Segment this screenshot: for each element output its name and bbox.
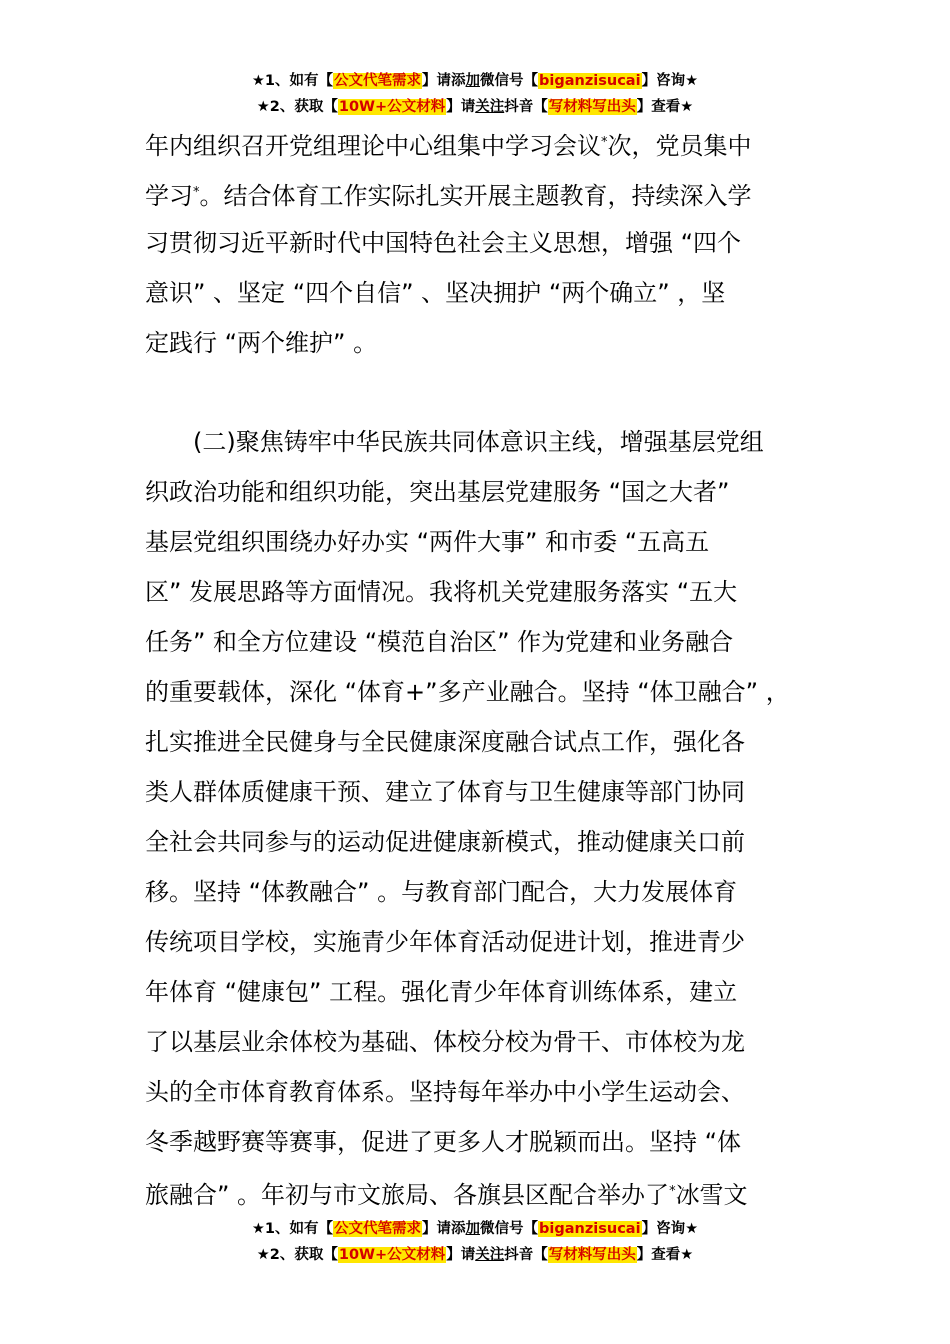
highlight-materials: 10W+公文材料 [338, 99, 446, 115]
paragraph-2-line: 全社会共同参与的运动促进健康新模式，推动健康关口前 [145, 828, 745, 856]
highlight-materials: 10W+公文材料 [338, 1247, 446, 1263]
paragraph-1-line-2: 学习*。结合体育工作实际扎实开展主题教育，持续深入学 [145, 182, 752, 210]
highlight-wechat-id: biganzisucai [539, 1221, 641, 1237]
paragraph-2-line: 的重要载体，深化 “体育+”多产业融合。坚持 “体卫融合” ， [145, 678, 790, 706]
paragraph-2-line: 任务” 和全方位建设 “模范自治区” 作为党建和业务融合 [145, 628, 734, 656]
paragraph-2-line: (二)聚焦铸牢中华民族共同体意识主线，增强基层党组 [193, 428, 764, 456]
paragraph-2-line: 扎实推进全民健身与全民健康深度融合试点工作，强化各 [145, 728, 745, 756]
paragraph-2-line: 基层党组织围绕办好办实 “两件大事” 和市委 “五高五 [145, 528, 710, 556]
paragraph-2-line: 移。坚持 “体教融合” 。与教育部门配合，大力发展体育 [145, 878, 738, 906]
redaction-asterisk: * [601, 135, 608, 150]
document-body [145, 118, 810, 1217]
footer-banner [0, 1216, 950, 1268]
paragraph-spacer [145, 368, 810, 417]
highlight-douyin-account: 写材料写出头 [548, 1247, 636, 1263]
highlight-writing-service: 公文代笔需求 [334, 73, 422, 89]
paragraph-1-line-5: 定践行 “两个维护” 。 [145, 329, 378, 357]
highlight-writing-service: 公文代笔需求 [334, 1221, 422, 1237]
paragraph-2-line: 年体育 “健康包” 工程。强化青少年体育训练体系，建立 [145, 978, 738, 1006]
paragraph-2-last-line: 旅融合” 。年初与市文旅局、各旗县区配合举办了*冰雪文 [145, 1181, 748, 1209]
paragraph-2-line: 传统项目学校，实施青少年体育活动促进计划，推进青少 [145, 928, 745, 956]
banner-line-2: ★2、获取【10W+公文材料】请关注抖音【写材料写出头】查看★ [256, 99, 694, 115]
paragraph-1-line-1: 年内组织召开党组理论中心组集中学习会议*次，党员集中 [145, 132, 752, 160]
paragraph-1-line-4: 意识” 、坚定 “四个自信” 、坚决拥护 “两个确立” ，坚 [145, 279, 726, 307]
redaction-asterisk: * [193, 185, 200, 200]
paragraph-2-line: 冬季越野赛等赛事，促进了更多人才脱颖而出。坚持 “体 [145, 1128, 742, 1156]
redaction-asterisk: * [669, 1184, 676, 1199]
paragraph-2-line: 头的全市体育教育体系。坚持每年举办中小学生运动会、 [145, 1078, 745, 1106]
paragraph-2-line: 织政治功能和组织功能，突出基层党建服务 “国之大者” [145, 478, 730, 506]
paragraph-1-line-3: 习贯彻习近平新时代中国特色社会主义思想，增强 “四个 [145, 229, 742, 257]
paragraph-2-line: 类人群体质健康干预、建立了体育与卫生健康等部门协同 [145, 778, 745, 806]
banner-line-1: ★1、如有【公文代笔需求】请添加微信号【biganzisucai】咨询★ [251, 73, 699, 89]
paragraph-2-line: 区” 发展思路等方面情况。我将机关党建服务落实 “五大 [145, 578, 738, 606]
banner-line-2: ★2、获取【10W+公文材料】请关注抖音【写材料写出头】查看★ [256, 1247, 694, 1263]
header-banner [0, 68, 950, 120]
highlight-douyin-account: 写材料写出头 [548, 99, 636, 115]
highlight-wechat-id: biganzisucai [539, 73, 641, 89]
paragraph-2-line: 了以基层业余体校为基础、体校分校为骨干、市体校为龙 [145, 1028, 745, 1056]
banner-line-1: ★1、如有【公文代笔需求】请添加微信号【biganzisucai】咨询★ [251, 1221, 699, 1237]
